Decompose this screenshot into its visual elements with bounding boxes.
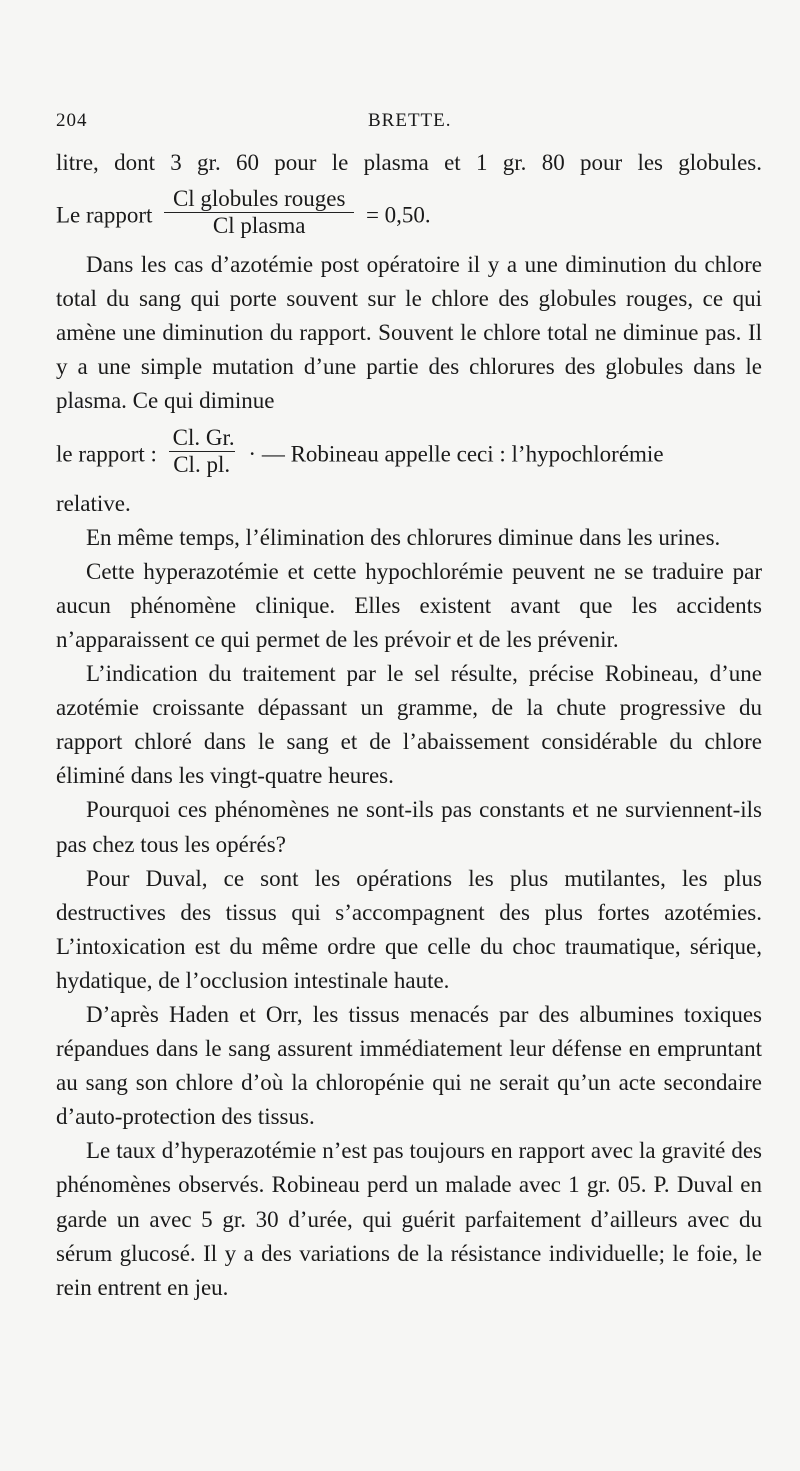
paragraph: Pour Duval, ce sont les opérations les plus mutilantes, les plus destructives des tissus qui s’accompagnent des plus fortes azotémies. L’intoxication est du même ordre que celle du choc traumatique, sérique, hydatique, de l’occlusion intestinale haute. — [56, 865, 762, 993]
formula-ratio-chlore — [56, 419, 762, 487]
fraction-numerator: Cl. Gr. — [172, 424, 235, 450]
paragraph-continuation: litre, dont 3 gr. 60 pour le plasma et 1 gr. 80 pour les globules. — [56, 150, 762, 175]
formula-prefix: le rapport : — [56, 441, 157, 467]
paragraph-end: relative. — [56, 490, 131, 516]
paragraph: Pourquoi ces phénomènes ne sont-ils pas constants et ne surviennent-ils pas chez tous les opérés? — [56, 797, 762, 857]
page-header — [56, 110, 762, 138]
fraction-numerator: Cl globules rouges — [172, 186, 346, 212]
running-title: BRETTE. — [368, 110, 452, 131]
paragraph: En même temps, l’élimination des chlorures diminue dans les urines. — [86, 524, 721, 550]
page-number: 204 — [56, 110, 88, 131]
formula-prefix: Le rapport — [56, 202, 153, 228]
paragraph: D’après Haden et Orr, les tissus menacés par des albumines toxiques répandues dans le sang assurent immédiatement leur défense en empruntant au sang son chlore d’où la chloropénie qui ne serait qu’un acte secondaire d’auto-protection des tissus. — [56, 1001, 762, 1130]
fraction — [164, 186, 354, 239]
formula-result: = 0,50. — [365, 202, 431, 228]
paragraph: Dans les cas d’azotémie post opératoire il y a une diminution du chlore total du sang qui porte souvent sur le chlore des globules rouges, ce qui amène une diminution du rapport. Souvent le chlore total ne diminue pas. Il y a une simple mutation d’une partie des chlorures des globules dans le plasma. Ce qui diminue — [56, 252, 762, 414]
fraction-denominator: Cl plasma — [164, 212, 354, 239]
fraction — [169, 425, 235, 478]
fraction-denominator: Cl. pl. — [169, 451, 235, 478]
paragraph: Cette hyperazotémie et cette hypochlorémie peuvent ne se traduire par aucun phénomène clinique. Elles existent avant que les accidents n’apparaissent ce qui permet de les prévoir et de les prévenir. — [56, 558, 762, 652]
paragraph: L’indication du traitement par le sel résulte, précise Robineau, d’une azotémie croissante dépassant un gramme, de la chute progressive du rapport chloré dans le sang et de l’abaissement considérable du chlore éliminé dans les vingt-quatre heures. — [56, 661, 762, 789]
formula-ratio-globules — [56, 180, 762, 248]
paragraph: Le taux d’hyperazotémie n’est pas toujours en rapport avec la gravité des phénomènes observés. Robineau perd un malade avec 1 gr. 05. P. Duval en garde un avec 5 gr. 30 d’urée, qui guérit parfaitement d’ailleurs avec du sérum glucosé. Il y a des variations de la résistance individuelle; le foie, le rein entrent en jeu. — [56, 1138, 762, 1300]
page-body — [56, 146, 762, 1305]
formula-suffix: · — Robineau appelle ceci : l’hypochlorémie — [248, 441, 664, 467]
